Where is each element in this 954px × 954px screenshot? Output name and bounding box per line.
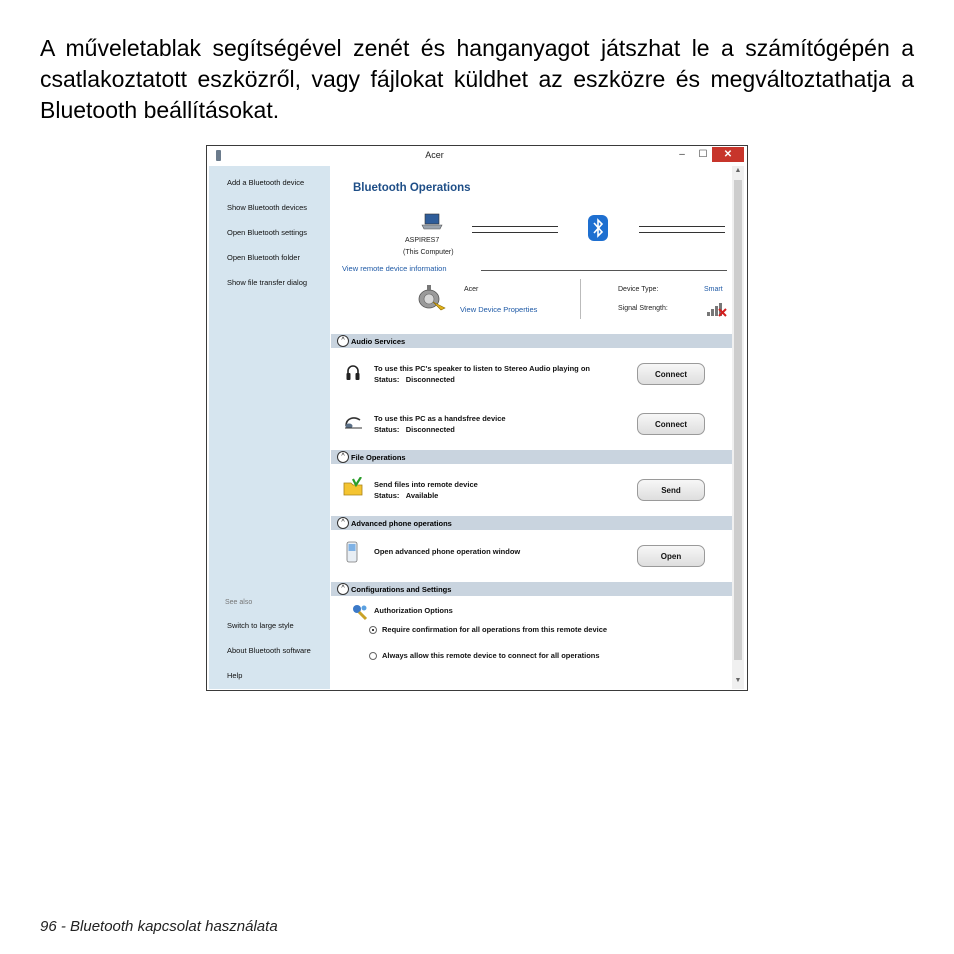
connection-line [639, 226, 725, 227]
option-label: Require confirmation for all operations from this remote device [382, 625, 608, 634]
computer-sub: (This Computer) [403, 249, 454, 256]
connection-line [472, 232, 558, 233]
sidebar-item-large-style[interactable]: Switch to large style [227, 621, 294, 630]
connect-handsfree-button[interactable]: Connect [637, 413, 705, 435]
chevron-up-icon[interactable]: ^ [337, 517, 349, 529]
chevron-up-icon[interactable]: ^ [337, 335, 349, 347]
signal-strength-icon [706, 301, 728, 317]
connection-line [472, 226, 558, 227]
maximize-button[interactable]: ☐ [698, 149, 708, 160]
sidebar-item-help[interactable]: Help [227, 671, 243, 680]
section-title: Configurations and Settings [351, 585, 452, 594]
device-name: Acer [464, 286, 479, 293]
divider [481, 270, 727, 271]
sidebar-item-file-transfer[interactable]: Show file transfer dialog [227, 278, 308, 287]
title-bar [207, 146, 747, 166]
bluetooth-icon [588, 215, 608, 241]
divider [580, 279, 581, 319]
authorization-icon [351, 603, 369, 621]
section-file-operations[interactable] [331, 450, 732, 464]
device-type-value: Smart [704, 286, 723, 293]
page-title: Bluetooth Operations [353, 182, 471, 194]
open-button[interactable]: Open [637, 545, 705, 567]
sidebar-item-open-folder[interactable]: Open Bluetooth folder [227, 253, 300, 262]
section-advanced-phone[interactable] [331, 516, 732, 530]
section-configurations[interactable] [331, 582, 732, 596]
device-icon [415, 282, 447, 312]
status-value: Disconnected [405, 425, 455, 434]
section-audio-services[interactable] [331, 334, 732, 348]
scrollbar[interactable] [732, 166, 744, 689]
send-button[interactable]: Send [637, 479, 705, 501]
headphones-icon [345, 363, 361, 381]
close-button[interactable]: ✕ [712, 147, 744, 162]
signal-strength-label: Signal Strength: [618, 305, 668, 312]
sidebar-item-about[interactable]: About Bluetooth software [227, 646, 311, 655]
option-label: Always allow this remote device to connect for all operations [382, 651, 600, 660]
window-title: Acer [425, 150, 444, 160]
sidebar-item-show-devices[interactable]: Show Bluetooth devices [227, 203, 308, 212]
status-value: Available [405, 491, 439, 500]
chevron-up-icon[interactable]: ^ [337, 583, 349, 595]
sidebar [209, 166, 330, 689]
section-title: File Operations [351, 453, 406, 462]
status-value: Disconnected [405, 375, 455, 384]
device-type-label: Device Type: [618, 286, 659, 293]
send-files-icon [343, 477, 363, 497]
phone-row-text: Open advanced phone operation window [374, 547, 521, 556]
laptop-icon [421, 213, 443, 231]
radio-require-confirmation[interactable] [369, 626, 377, 634]
main-content [331, 166, 732, 689]
section-title: Advanced phone operations [351, 519, 452, 528]
scroll-thumb[interactable] [734, 180, 742, 660]
see-also-label: See also [225, 599, 253, 606]
page-footer: 96 - Bluetooth kapcsolat használata [40, 918, 278, 935]
send-files-row-text: Send files into remote device Status: Available [374, 480, 478, 500]
connect-stereo-button[interactable]: Connect [637, 363, 705, 385]
scroll-up-icon[interactable]: ▲ [734, 167, 742, 174]
chevron-up-icon[interactable]: ^ [337, 451, 349, 463]
handsfree-row-text: To use this PC as a handsfree device Status: Disconnected [374, 414, 506, 434]
view-remote-info-link[interactable]: View remote device information [342, 264, 447, 273]
computer-name: ASPIRES7 [405, 237, 440, 244]
authorization-title: Authorization Options [374, 606, 453, 615]
scroll-down-icon[interactable]: ▼ [734, 677, 742, 684]
handsfree-icon [343, 414, 363, 430]
intro-paragraph: A műveletablak segítségével zenét és hanganyagot játszhat le a számítógépén a csatlakoztatott eszközről, vagy fájlokat küldhet az eszközre és megváltoztathatja a Bluetooth beállításokat. [40, 35, 914, 123]
sidebar-item-open-settings[interactable]: Open Bluetooth settings [227, 228, 308, 237]
minimize-button[interactable]: – [679, 149, 685, 160]
connection-line [639, 232, 725, 233]
section-title: Audio Services [351, 337, 406, 346]
phone-icon [346, 541, 358, 563]
bluetooth-window-screenshot [206, 145, 748, 691]
audio-row-text: To use this PC's speaker to listen to Stereo Audio playing on Status: Disconnected [374, 364, 590, 384]
view-device-properties-link[interactable]: View Device Properties [460, 305, 538, 314]
radio-always-allow[interactable] [369, 652, 377, 660]
sidebar-item-add-device[interactable]: Add a Bluetooth device [227, 178, 305, 187]
